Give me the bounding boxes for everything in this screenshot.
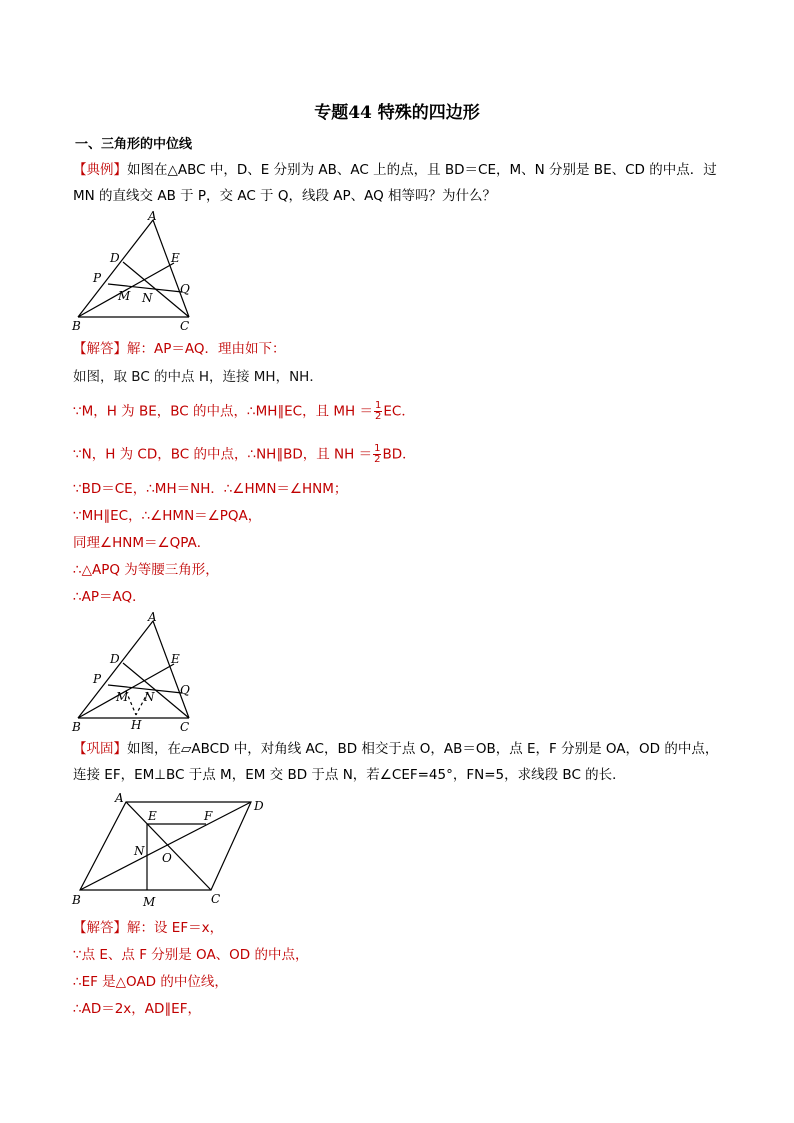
solution1-line-2: 如图，取 BC 的中点 H，连接 MH，NH．	[73, 369, 323, 385]
solution2-line-1: 【解答】解：设 EF＝x，	[73, 920, 224, 936]
svg-text:Q: Q	[180, 683, 190, 697]
solution1-line-1: 【解答】解：AP＝AQ．理由如下：	[73, 341, 286, 357]
solution1-line-4: ∵N，H 为 CD，BC 的中点，∴NH∥BD，且 NH ＝ $\frac{1}{2}$ BD．	[73, 443, 416, 465]
svg-text:P: P	[93, 672, 102, 686]
example-line-1	[73, 160, 717, 180]
solution2-line-2: ∵点 E、点 F 分别是 OA、OD 的中点，	[73, 947, 309, 963]
svg-text:H: H	[131, 718, 142, 732]
svg-text:M: M	[143, 895, 156, 909]
figure-triangle-2	[68, 611, 198, 736]
example-line-2: MN 的直线交 AB 于 P，交 AC 于 Q，线段 AP、AQ 相等吗？为什么？	[73, 188, 497, 204]
svg-text:D: D	[254, 799, 264, 813]
svg-text:D: D	[110, 652, 120, 666]
svg-text:B: B	[72, 720, 81, 734]
solution1-line-3: ∵M，H 为 BE，BC 的中点，∴MH∥EC，且 MH ＝ $\frac{1}{2}$ EC．	[73, 400, 415, 422]
label-d: D	[110, 251, 120, 265]
label-q: Q	[180, 282, 190, 296]
example-text-1: 如图在△ABC 中，D、E 分别为 AB、AC 上的点，且 BD＝CE，M、N 分别是 BE、CD 的中点．过	[127, 162, 717, 178]
svg-text:N: N	[144, 690, 155, 704]
diagonal-bd	[80, 802, 251, 890]
svg-text:A: A	[148, 611, 157, 624]
label-b: B	[72, 319, 81, 333]
solution1-line-8: ∴△APQ 为等腰三角形，	[73, 562, 219, 578]
label-e: E	[171, 251, 180, 265]
svg-text:F: F	[204, 809, 213, 823]
svg-text:M: M	[116, 690, 129, 704]
label-m: M	[118, 289, 131, 303]
svg-text:B: B	[72, 893, 81, 907]
label-p: P	[93, 271, 102, 285]
svg-text:C: C	[180, 720, 190, 734]
solution1-line-9: ∴AP＝AQ．	[73, 589, 146, 605]
section-heading: 一、三角形的中位线	[75, 137, 193, 152]
solution1-line-7: 同理∠HNM＝∠QPA．	[73, 535, 211, 551]
fraction-half: $\frac{1}{2}$	[374, 400, 382, 422]
solution2-tag: 【解答】	[73, 920, 127, 936]
consolidate-line-1: 【巩固】如图，在▱ABCD 中，对角线 AC，BD 相交于点 O，AB＝OB，点 E，F 分别是 OA，OD 的中点，	[73, 741, 719, 757]
figure-parallelogram	[66, 790, 286, 912]
solution1-tag: 【解答】	[73, 341, 127, 357]
fraction-half: $\frac{1}{2}$	[374, 443, 381, 465]
page-title: 专题44 特殊的四边形	[314, 103, 480, 123]
solution1-line-6: ∵MH∥EC，∴∠HMN＝∠PQA，	[73, 508, 262, 524]
svg-text:C: C	[211, 892, 221, 906]
figure-triangle-1	[68, 210, 198, 335]
label-a: A	[148, 210, 157, 223]
svg-text:E: E	[171, 652, 180, 666]
consolidate-line-2: 连接 EF，EM⊥BC 于点 M，EM 交 BD 于点 N，若∠CEF=45°，FN=5，求线段 BC 的长．	[73, 767, 626, 783]
consolidate-tag: 【巩固】	[73, 741, 127, 757]
svg-text:O: O	[162, 851, 172, 865]
label-c: C	[180, 319, 190, 333]
solution2-line-3: ∴EF 是△OAD 的中位线，	[73, 974, 228, 990]
solution2-line-4: ∴AD＝2x，AD∥EF，	[73, 1001, 201, 1017]
label-n: N	[142, 291, 153, 305]
svg-text:E: E	[148, 809, 157, 823]
svg-text:A: A	[115, 791, 124, 805]
solution1-line-5: ∵BD＝CE，∴MH＝NH．∴∠HMN＝∠HNM；	[73, 481, 348, 497]
svg-text:N: N	[134, 844, 145, 858]
example-tag: 【典例】	[73, 162, 127, 178]
